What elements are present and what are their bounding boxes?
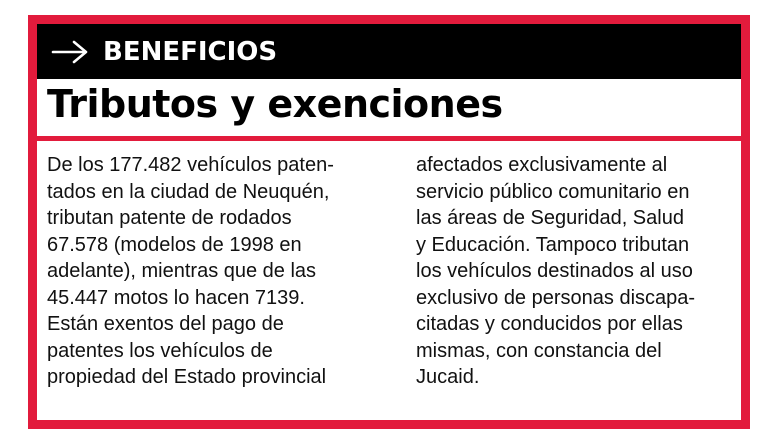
title-divider: [37, 136, 741, 141]
body-line: 67.578 (modelos de 1998 en: [47, 233, 302, 256]
body-line: servicio público comunitario en: [416, 180, 690, 203]
body-line: adelante), mientras que de las: [47, 260, 317, 282]
body-line: los vehículos destinados al uso: [416, 260, 693, 282]
arrow-right-icon: [51, 40, 89, 64]
body-line: mismas, con constancia del: [416, 339, 662, 362]
body-line: exclusivo de personas discapa-: [416, 286, 696, 309]
body-line: De los 177.482 vehículos paten-: [47, 154, 334, 176]
body-line: patentes los vehículos de: [47, 339, 273, 362]
body-line: citadas y conducidos por ellas: [416, 313, 683, 335]
header-bar: [37, 24, 741, 79]
body-line: Jucaid.: [416, 366, 480, 388]
body-line: tributan patente de rodados: [47, 207, 292, 229]
body-line: y Educación. Tampoco tributan: [416, 233, 690, 256]
body-line: las áreas de Seguridad, Salud: [416, 207, 684, 229]
body-line: tados en la ciudad de Neuquén,: [47, 180, 330, 203]
body-line: Están exentos del pago de: [47, 313, 284, 335]
section-kicker: BENEFICIOS: [103, 36, 278, 67]
info-box: [28, 15, 750, 429]
body-line: 45.447 motos lo hacen 7139.: [47, 286, 305, 309]
box-title: Tributos y exenciones: [47, 82, 503, 126]
body-line: afectados exclusivamente al: [416, 154, 668, 176]
body-column-right: [416, 152, 736, 391]
body-column-left: [47, 152, 377, 391]
body-line: propiedad del Estado provincial: [47, 366, 327, 388]
